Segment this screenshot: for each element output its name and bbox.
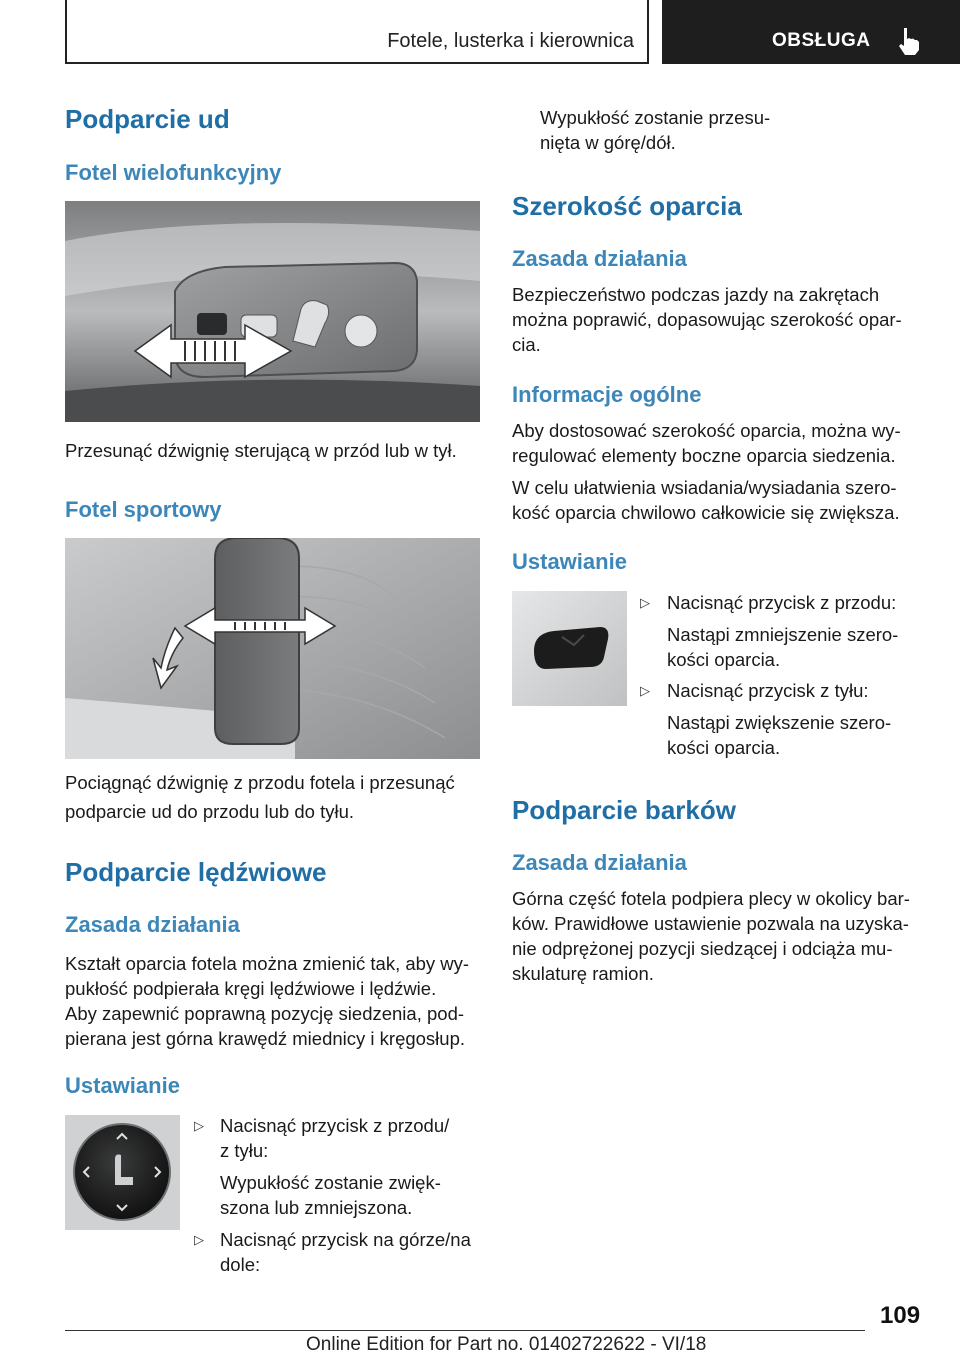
heading-shoulder-support: Podparcie barków [512, 795, 736, 825]
heading-sport-seat: Fotel sportowy [65, 497, 222, 522]
heading-principle-lumbar: Zasada działania [65, 912, 240, 937]
heading-lumbar-support: Podparcie lędźwiowe [65, 857, 327, 887]
general-p2-line-2: kość oparcia chwilowo całkowicie się zwiększa. [512, 502, 900, 523]
width-text-line-2: można poprawić, dopasowując szerokość opar- [512, 309, 902, 330]
bullet-triangle-icon: ▷ [194, 1232, 204, 1247]
left-list-1-sub-1: Wypukłość zostanie zwięk- [220, 1172, 441, 1193]
hand-pointer-icon [896, 26, 922, 56]
right-list-2-line: Nacisnąć przycisk z tyłu: [667, 680, 869, 701]
shoulder-text-line-4: skulaturę ramion. [512, 963, 654, 984]
right-list-2-sub-2: kości oparcia. [667, 737, 781, 758]
heading-backrest-width: Szerokość oparcia [512, 191, 742, 221]
heading-principle-width: Zasada działania [512, 246, 687, 271]
left-list-1-sub-2: szona lub zmniejszona. [220, 1197, 413, 1218]
chapter-tab-label: OBSŁUGA [772, 30, 871, 51]
page-number: 109 [880, 1302, 921, 1329]
lumbar-text-line-3: Aby zapewnić poprawną pozycję siedzenia, pod- [65, 1003, 465, 1024]
heading-general-info: Informacje ogólne [512, 382, 702, 407]
heading-adjust-lumbar: Ustawianie [65, 1073, 180, 1098]
right-cont-line-1: Wypukłość zostanie przesu- [540, 107, 771, 128]
caption-multifunction: Przesunąć dźwignię sterującą w przód lub w tył. [65, 440, 457, 461]
heading-principle-shoulder: Zasada działania [512, 850, 687, 875]
heading-thigh-support: Podparcie ud [65, 104, 230, 134]
sport-seat-photo [65, 538, 480, 759]
bullet-triangle-icon: ▷ [640, 683, 650, 698]
bullet-triangle-icon: ▷ [194, 1118, 204, 1133]
lumbar-text-line-2: pukłość podpierała kręgi lędźwiowe i lędźwie. [65, 978, 437, 999]
section-title: Fotele, lusterka i kierownica [387, 30, 634, 52]
right-list-1-sub-1: Nastąpi zmniejszenie szero- [667, 624, 899, 645]
left-list-1-line-2: z tyłu: [220, 1140, 269, 1161]
general-p1-line-2: regulować elementy boczne oparcia siedzenia. [512, 445, 896, 466]
general-p1-line-1: Aby dostosować szerokość oparcia, można wy- [512, 420, 901, 441]
width-text-line-3: cia. [512, 334, 541, 355]
caption-sport-line-2: podparcie ud do przodu lub do tyłu. [65, 801, 355, 822]
shoulder-text-line-2: ków. Prawidłowe ustawienie pozwala na uzyska- [512, 913, 909, 934]
width-text-line-1: Bezpieczeństwo podczas jazdy na zakrętach [512, 284, 880, 305]
footer-edition: Online Edition for Part no. 01402722622 - VI/18 [306, 1334, 707, 1355]
left-list-2-line-1: Nacisnąć przycisk na górze/na [220, 1229, 471, 1250]
footer-divider [65, 1330, 865, 1331]
shoulder-text-line-3: nie odprężonej pozycji siedzącej i odciąża mu- [512, 938, 893, 959]
heading-multifunction-seat: Fotel wielofunkcyjny [65, 160, 282, 185]
right-list-2-sub-1: Nastąpi zwiększenie szero- [667, 712, 892, 733]
left-list-2-line-2: dole: [220, 1254, 261, 1275]
right-cont-line-2: nięta w górę/dół. [540, 132, 676, 153]
lumbar-text-line-1: Kształt oparcia fotela można zmienić tak, aby wy- [65, 953, 470, 974]
caption-sport-line-1: Pociągnąć dźwignię z przodu fotela i przesunąć [65, 772, 455, 793]
bullet-triangle-icon: ▷ [640, 595, 650, 610]
general-p2-line-1: W celu ułatwienia wsiadania/wysiadania szero- [512, 477, 897, 498]
lumbar-text-line-4: pierana jest górna krawędź miednicy i kręgosłup. [65, 1028, 466, 1049]
width-button-photo [512, 591, 627, 706]
shoulder-text-line-1: Górna część fotela podpiera plecy w okolicy bar- [512, 888, 910, 909]
multifunction-seat-photo [65, 201, 480, 422]
right-list-1-sub-2: kości oparcia. [667, 649, 781, 670]
right-list-1-line: Nacisnąć przycisk z przodu: [667, 592, 897, 613]
lumbar-controller-photo [65, 1115, 180, 1230]
heading-adjust-width: Ustawianie [512, 549, 627, 574]
left-list-1-line-1: Nacisnąć przycisk z przodu/ [220, 1115, 450, 1136]
